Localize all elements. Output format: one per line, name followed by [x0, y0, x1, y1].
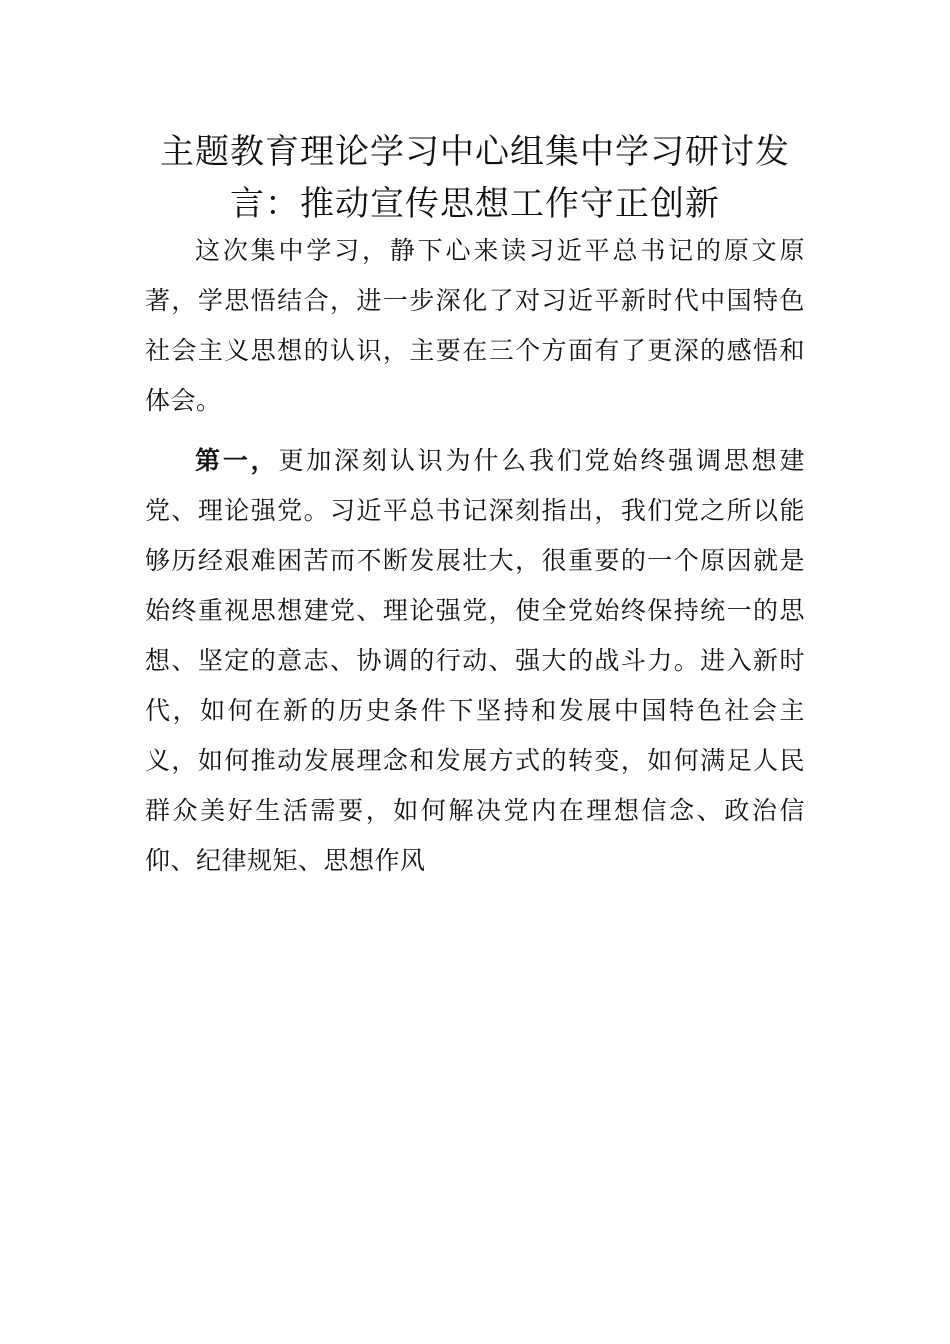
document-body [145, 226, 805, 886]
document-title: 主题教育理论学习中心组集中学习研讨发言：推动宣传思想工作守正创新 [160, 132, 790, 224]
paragraph-text: 更加深刻认识为什么我们党始终强调思想建党、理论强党。习近平总书记深刻指出，我们党之所以能够历经艰难困苦而不断发展壮大，很重要的一个原因就是始终重视思想建党、理论强党，使全党始终保持统一的思想、坚定的意志、协调的行动、强大的战斗力。进入新时代，如何在新的历史条件下坚持和发展中国特色社会主义，如何推动发展理念和发展方式的转变，如何满足人民群众美好生活需要，如何解决党内在理想信念、政治信仰、纪律规矩、思想作风 [145, 446, 805, 875]
paragraph-first-point [145, 436, 805, 886]
paragraph-intro [145, 226, 805, 426]
paragraph-text: 这次集中学习，静下心来读习近平总书记的原文原著，学思悟结合，进一步深化了对习近平新时代中国特色社会主义思想的认识，主要在三个方面有了更深的感悟和体会。 [145, 236, 805, 415]
paragraph-lead: 第一， [195, 446, 279, 475]
